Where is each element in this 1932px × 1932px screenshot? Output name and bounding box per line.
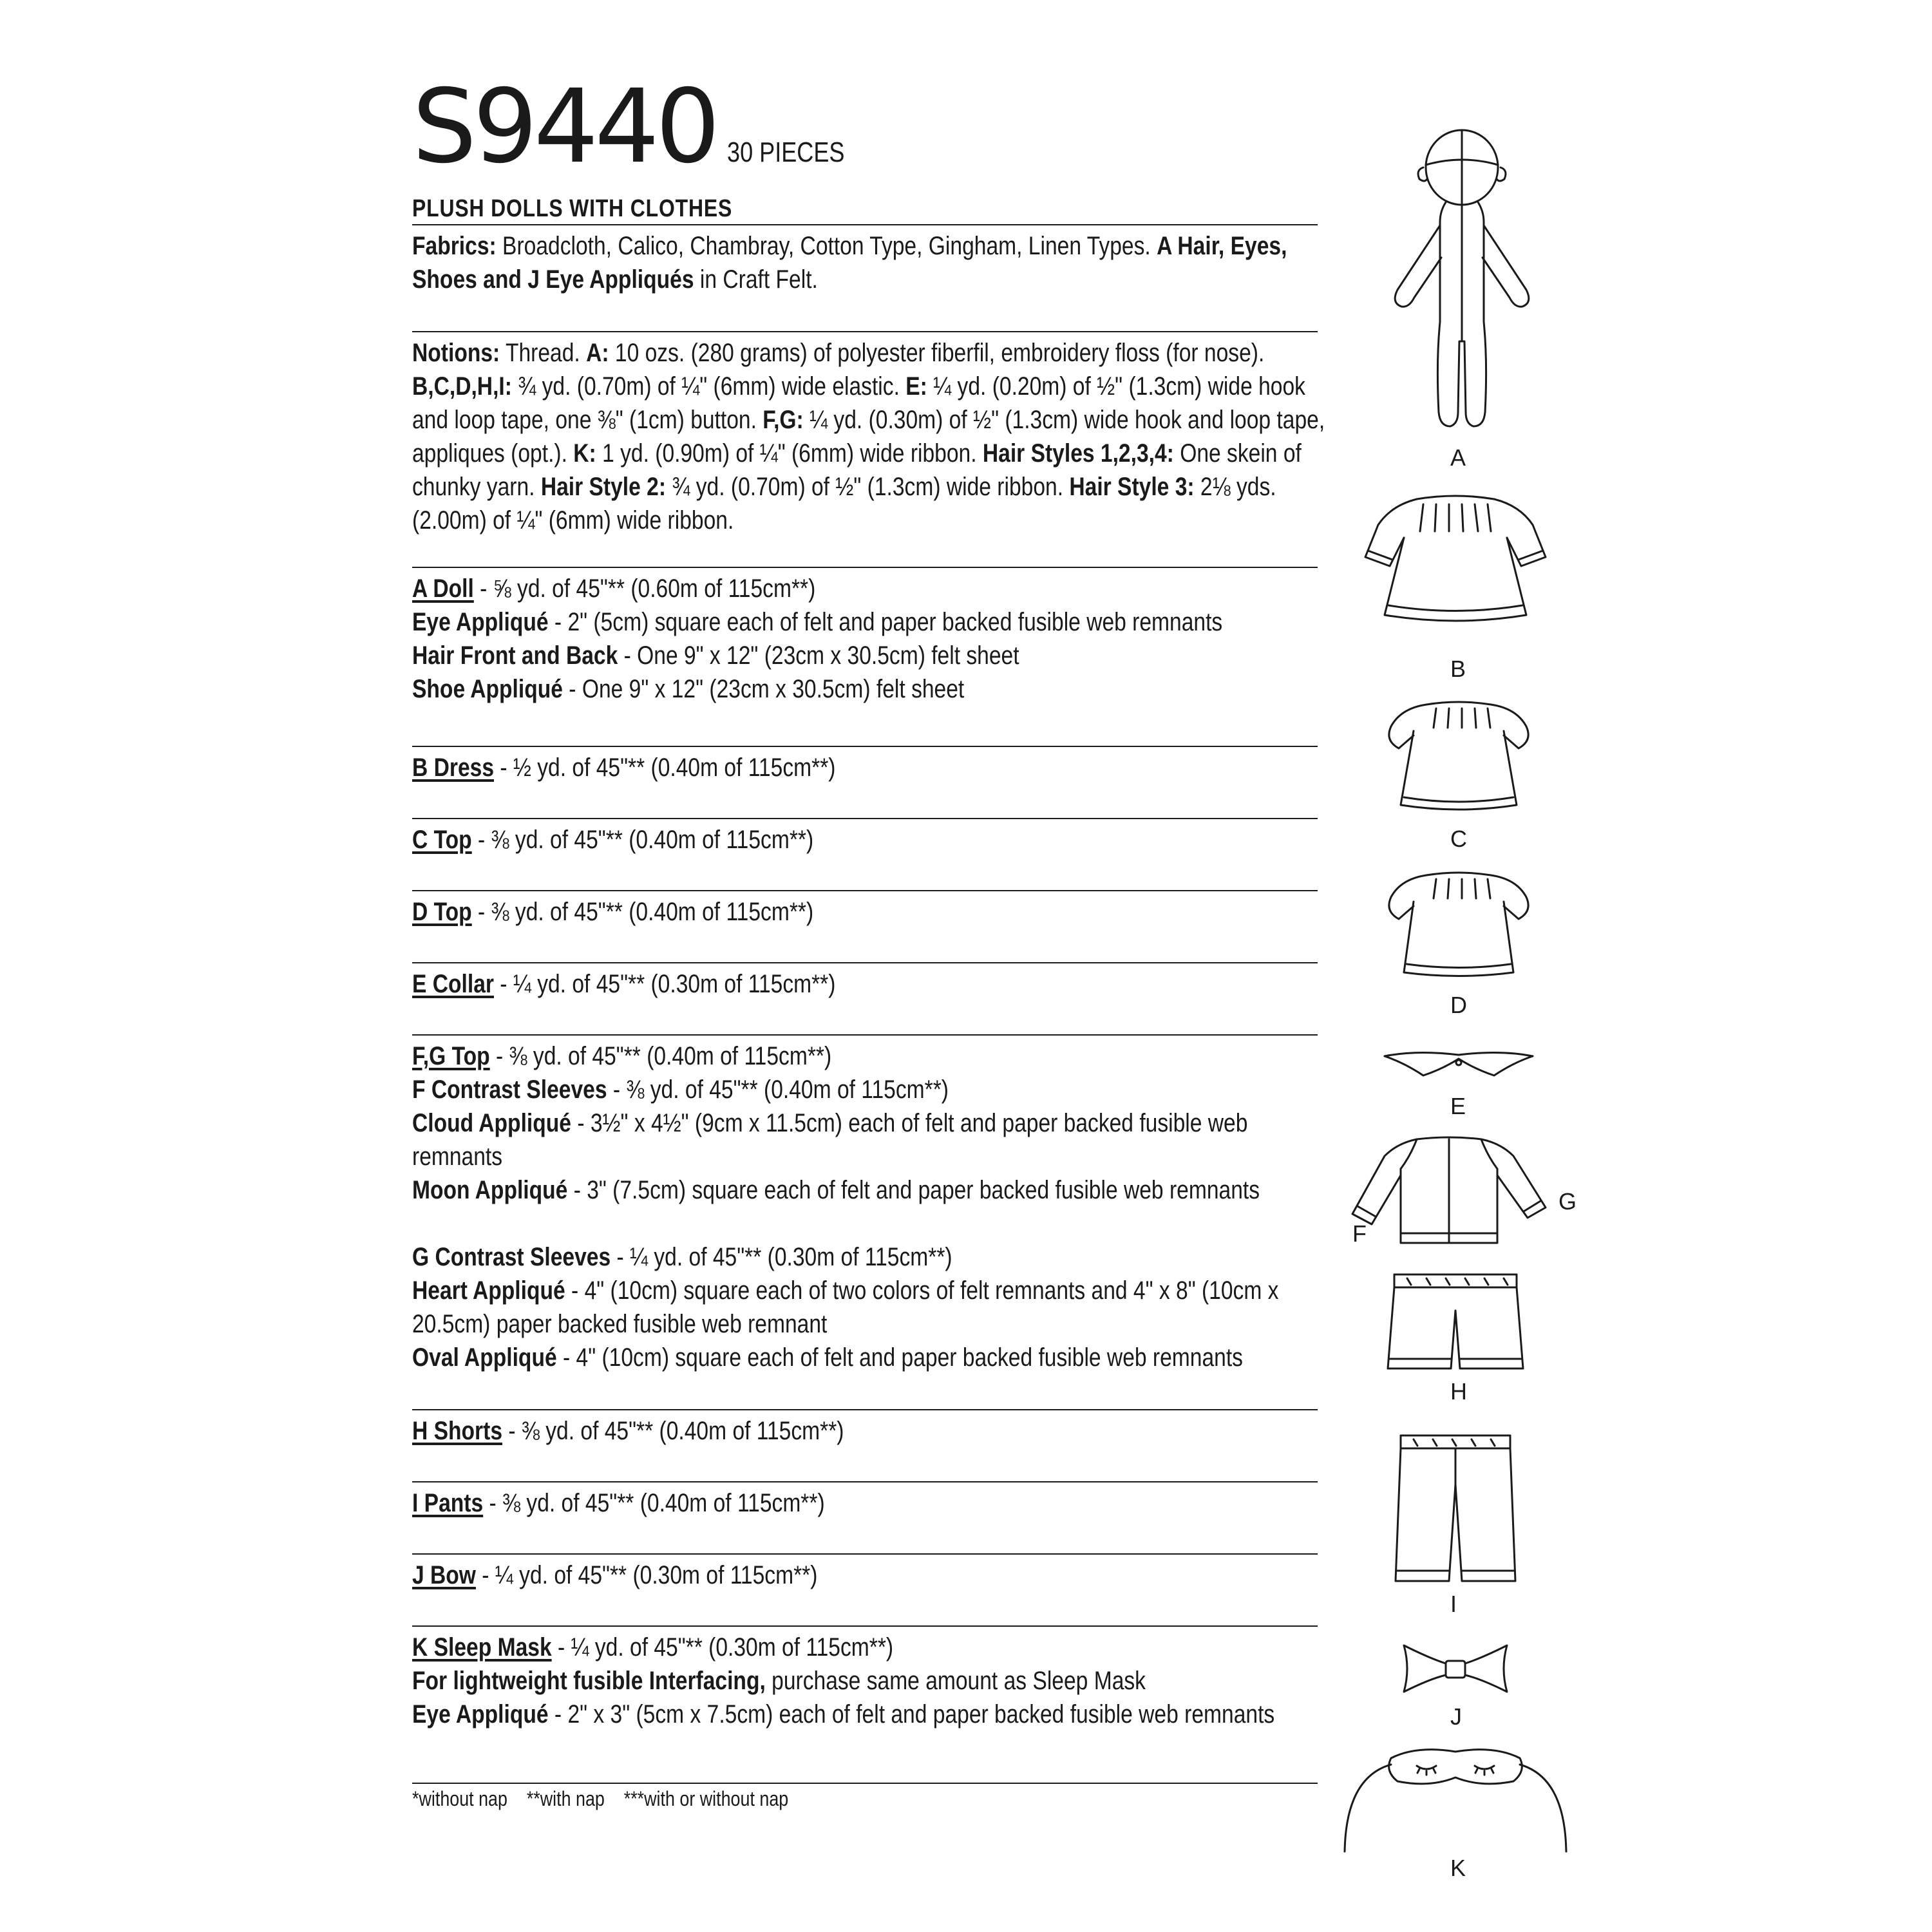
yardage-line bbox=[412, 1274, 1327, 1341]
yardage-section bbox=[412, 1558, 1327, 1592]
fabrics-tail: in Craft Felt. bbox=[694, 265, 818, 294]
notions-value: One skein of chunky yarn. bbox=[412, 439, 1302, 501]
notions-value: ¼ yd. (0.20m) of ½" (1.3cm) wide hook and loop tape, one ⅜" (1cm) button. bbox=[412, 372, 1305, 434]
top-fg-drawing bbox=[1340, 1130, 1558, 1259]
item-amount: - ⅜ yd. of 45"** (0.40m of 115cm**) bbox=[483, 1489, 825, 1517]
notions-value: Thread. bbox=[505, 339, 587, 367]
notions-key: Hair Styles 1,2,3,4: bbox=[982, 439, 1174, 468]
fabrics-label: Fabrics: bbox=[412, 232, 497, 260]
divider bbox=[412, 331, 1318, 332]
item-amount: - 2" (5cm) square each of felt and paper backed fusible web remnants bbox=[548, 608, 1223, 636]
yardage-section bbox=[412, 823, 1327, 857]
pattern-title: PLUSH DOLLS WITH CLOTHES bbox=[412, 195, 733, 222]
item-amount: - ½ yd. of 45"** (0.40m of 115cm**) bbox=[494, 753, 836, 782]
view-label-g: G bbox=[1558, 1188, 1577, 1215]
view-heading: C Top bbox=[412, 826, 472, 854]
item-amount: purchase same amount as Sleep Mask bbox=[765, 1667, 1146, 1695]
notions-value: 2⅛ yds. (2.00m) of ¼" (6mm) wide ribbon. bbox=[412, 473, 1276, 535]
pants-drawing bbox=[1381, 1426, 1530, 1594]
divider bbox=[412, 567, 1318, 568]
yardage-line bbox=[412, 1486, 1327, 1520]
view-heading: E Collar bbox=[412, 970, 494, 998]
yardage-section bbox=[412, 895, 1327, 929]
item-label: Eye Appliqué bbox=[412, 608, 549, 636]
item-amount: - One 9" x 12" (23cm x 30.5cm) felt sheet bbox=[618, 641, 1019, 670]
yardage-section bbox=[412, 1486, 1327, 1520]
divider bbox=[412, 962, 1318, 963]
fabrics-bold: A Hair, Eyes, Shoes and J Eye Appliqués bbox=[412, 232, 1287, 294]
item-amount: - ¼ yd. of 45"** (0.30m of 115cm**) bbox=[493, 970, 836, 998]
footnote: *without nap **with nap ***with or without nap bbox=[412, 1787, 789, 1810]
yardage-line bbox=[412, 751, 1327, 784]
item-amount: - 4" (10cm) square each of felt and paper backed fusible web remnants bbox=[556, 1343, 1243, 1372]
item-amount: - ⅜ yd. of 45"** (0.40m of 115cm**) bbox=[502, 1417, 844, 1445]
item-label: Eye Appliqué bbox=[412, 1700, 549, 1728]
view-heading: D Top bbox=[412, 898, 472, 926]
item-label: Shoe Appliqué bbox=[412, 675, 563, 703]
divider bbox=[412, 1783, 1318, 1784]
notions-key: E: bbox=[905, 372, 927, 401]
yardage-line bbox=[412, 1698, 1327, 1731]
yardage-line bbox=[412, 572, 1327, 605]
notions-key: F,G: bbox=[762, 406, 804, 434]
top-c-drawing bbox=[1365, 696, 1552, 824]
collar-drawing bbox=[1378, 1043, 1539, 1088]
notions-text bbox=[412, 336, 1327, 537]
view-label-d: D bbox=[1450, 992, 1467, 1018]
item-label: G Contrast Sleeves bbox=[412, 1243, 611, 1271]
yardage-line bbox=[412, 605, 1327, 639]
yardage-line bbox=[412, 1106, 1327, 1173]
divider bbox=[412, 1409, 1318, 1410]
notions-value: ¼ yd. (0.30m) of ½" (1.3cm) wide hook and loop tape, appliques (opt.). bbox=[412, 406, 1325, 468]
yardage-section bbox=[412, 751, 1327, 784]
item-amount: - ¼ yd. of 45"** (0.30m of 115cm**) bbox=[475, 1561, 818, 1589]
view-label-c: C bbox=[1450, 826, 1467, 852]
notions-key: B,C,D,H,I: bbox=[412, 372, 512, 401]
yardage-section bbox=[412, 572, 1327, 706]
piece-count: 30 PIECES bbox=[726, 137, 845, 168]
notions-value: 1 yd. (0.90m) of ¼" (6mm) wide ribbon. bbox=[596, 439, 983, 468]
item-amount: - 2" x 3" (5cm x 7.5cm) each of felt and paper backed fusible web remnants bbox=[548, 1700, 1275, 1728]
yardage-line bbox=[412, 823, 1327, 857]
item-amount: - ⅜ yd. of 45"** (0.40m of 115cm**) bbox=[471, 826, 814, 854]
item-amount: - ⅜ yd. of 45"** (0.40m of 115cm**) bbox=[607, 1075, 949, 1104]
notions-value: 10 ozs. (280 grams) of polyester fiberfil, embroidery floss (for nose). bbox=[609, 339, 1265, 367]
notions-key: Hair Style 3: bbox=[1069, 473, 1195, 501]
view-label-b: B bbox=[1450, 656, 1466, 682]
view-heading: B Dress bbox=[412, 753, 495, 782]
yardage-line bbox=[412, 1039, 1327, 1073]
item-label: Moon Appliqué bbox=[412, 1176, 568, 1204]
view-heading: K Sleep Mask bbox=[412, 1633, 552, 1662]
item-label: Hair Front and Back bbox=[412, 641, 618, 670]
notions-value: ¾ yd. (0.70m) of ¼" (6mm) wide elastic. bbox=[511, 372, 906, 401]
yardage-section bbox=[412, 1631, 1327, 1731]
top-d-drawing bbox=[1365, 866, 1552, 995]
yardage-line bbox=[412, 1664, 1327, 1698]
yardage-line bbox=[412, 1240, 1327, 1274]
header bbox=[412, 68, 870, 186]
dress-drawing bbox=[1352, 486, 1558, 641]
fabrics-list: Broadcloth, Calico, Chambray, Cotton Type, Gingham, Linen Types. bbox=[496, 232, 1157, 260]
notions-label: Notions: bbox=[412, 339, 500, 367]
item-amount: - ¼ yd. of 45"** (0.30m of 115cm**) bbox=[611, 1243, 952, 1271]
view-label-h: H bbox=[1450, 1378, 1467, 1405]
notions-value: ¾ yd. (0.70m) of ½" (1.3cm) wide ribbon. bbox=[666, 473, 1070, 501]
view-label-k: K bbox=[1450, 1855, 1466, 1881]
view-label-e: E bbox=[1450, 1093, 1466, 1119]
divider bbox=[412, 224, 1318, 225]
item-amount: - 4" (10cm) square each of two colors of felt remnants and 4" x 8" (10cm x 20.5cm) paper backed fusible web remnant bbox=[412, 1276, 1279, 1338]
yardage-line bbox=[412, 1173, 1327, 1207]
doll-drawing bbox=[1378, 129, 1546, 438]
yardage-line bbox=[412, 1558, 1327, 1592]
view-label-i: I bbox=[1450, 1591, 1457, 1617]
view-heading: F,G Top bbox=[412, 1042, 490, 1070]
item-label: Heart Appliqué bbox=[412, 1276, 565, 1305]
yardage-line bbox=[412, 895, 1327, 929]
yardage-section bbox=[412, 967, 1327, 1001]
yardage-line bbox=[412, 1631, 1327, 1664]
item-amount: - 3" (7.5cm) square each of felt and paper backed fusible web remnants bbox=[567, 1176, 1260, 1204]
view-illustrations bbox=[1314, 0, 1765, 1932]
yardage-section bbox=[412, 1039, 1327, 1374]
view-label-a: A bbox=[1450, 444, 1466, 471]
item-amount: - ⅜ yd. of 45"** (0.40m of 115cm**) bbox=[489, 1042, 832, 1070]
divider bbox=[412, 746, 1318, 747]
yardage-line bbox=[412, 1414, 1327, 1448]
yardage-line bbox=[412, 672, 1327, 706]
item-amount: - 3½" x 4½" (9cm x 11.5cm) each of felt and paper backed fusible web remnants bbox=[412, 1109, 1248, 1171]
view-heading: A Doll bbox=[412, 574, 474, 603]
item-label: Cloud Appliqué bbox=[412, 1109, 571, 1137]
view-heading: I Pants bbox=[412, 1489, 484, 1517]
yardage-section bbox=[412, 1414, 1327, 1448]
sleep-mask-drawing bbox=[1340, 1732, 1571, 1861]
view-heading: J Bow bbox=[412, 1561, 476, 1589]
view-heading: H Shorts bbox=[412, 1417, 503, 1445]
notions-key: Hair Style 2: bbox=[540, 473, 667, 501]
item-amount: - ⅝ yd. of 45"** (0.60m of 115cm**) bbox=[473, 574, 816, 603]
yardage-line bbox=[412, 1341, 1327, 1374]
view-label-j: J bbox=[1450, 1703, 1462, 1730]
notions-key: K: bbox=[573, 439, 596, 468]
item-amount: - One 9" x 12" (23cm x 30.5cm) felt sheet bbox=[562, 675, 965, 703]
fabrics-text bbox=[412, 229, 1327, 296]
divider bbox=[412, 1553, 1318, 1555]
pattern-number: S9440 bbox=[412, 68, 717, 186]
divider bbox=[412, 890, 1318, 891]
item-label: F Contrast Sleeves bbox=[412, 1075, 607, 1104]
yardage-line bbox=[412, 639, 1327, 672]
yardage-line bbox=[412, 967, 1327, 1001]
notions-key: A: bbox=[586, 339, 609, 367]
shorts-drawing bbox=[1375, 1265, 1536, 1381]
divider bbox=[412, 1625, 1318, 1627]
item-amount: - ¼ yd. of 45"** (0.30m of 115cm**) bbox=[551, 1633, 894, 1662]
view-label-f: F bbox=[1352, 1220, 1367, 1247]
item-label: For lightweight fusible Interfacing, bbox=[412, 1667, 766, 1695]
divider bbox=[412, 818, 1318, 819]
yardage-line bbox=[412, 1073, 1327, 1106]
item-amount: - ⅜ yd. of 45"** (0.40m of 115cm**) bbox=[471, 898, 814, 926]
divider bbox=[412, 1481, 1318, 1482]
item-label: Oval Appliqué bbox=[412, 1343, 557, 1372]
divider bbox=[412, 1034, 1318, 1036]
bow-drawing bbox=[1391, 1639, 1520, 1697]
